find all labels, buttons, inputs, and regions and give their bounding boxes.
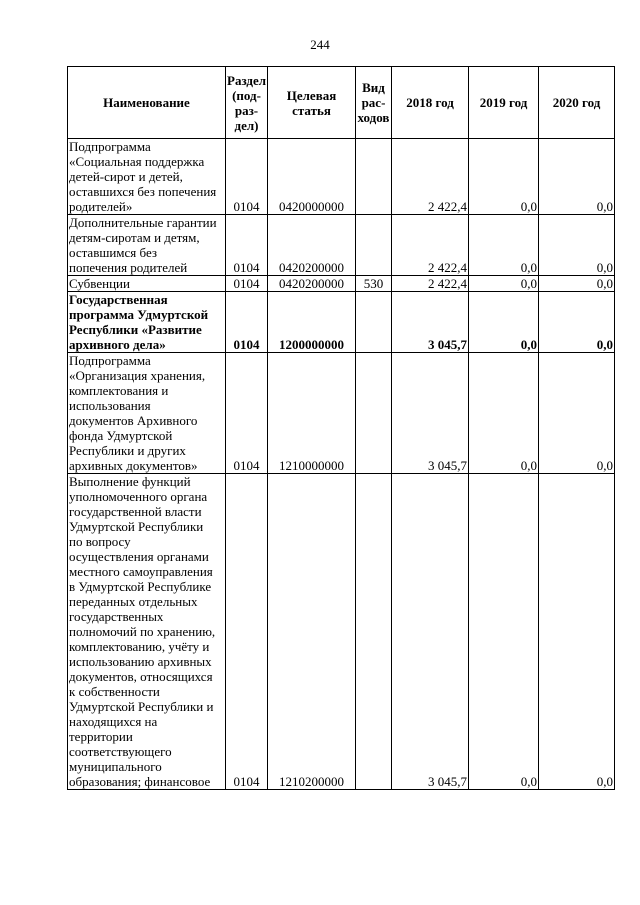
table-row bbox=[68, 139, 615, 215]
header-section: Раздел (под- раз- дел) bbox=[226, 67, 268, 139]
row-section: 0104 bbox=[226, 139, 268, 215]
row-name: Дополнительные гарантии детям-сиротам и детям, оставшимся без попечения родителей bbox=[68, 215, 226, 276]
row-name: Подпрограмма «Организация хранения, комплектования и использования документов Архивного фонда Удмуртской Республики и других архивных документов» bbox=[68, 353, 226, 474]
row-2019: 0,0 bbox=[469, 215, 539, 276]
row-target: 1210000000 bbox=[268, 353, 356, 474]
header-target: Целевая статья bbox=[268, 67, 356, 139]
row-2018: 3 045,7 bbox=[392, 474, 469, 790]
row-2018: 2 422,4 bbox=[392, 139, 469, 215]
row-target: 0420000000 bbox=[268, 139, 356, 215]
row-2020: 0,0 bbox=[539, 276, 615, 292]
row-section: 0104 bbox=[226, 474, 268, 790]
row-2020: 0,0 bbox=[539, 292, 615, 353]
row-type bbox=[356, 474, 392, 790]
row-type: 530 bbox=[356, 276, 392, 292]
row-target: 0420200000 bbox=[268, 215, 356, 276]
header-2018: 2018 год bbox=[392, 67, 469, 139]
row-2018: 3 045,7 bbox=[392, 292, 469, 353]
row-name: Субвенции bbox=[68, 276, 226, 292]
header-type: Вид рас- ходов bbox=[356, 67, 392, 139]
row-target: 0420200000 bbox=[268, 276, 356, 292]
header-2020: 2020 год bbox=[539, 67, 615, 139]
budget-table bbox=[67, 66, 615, 790]
row-2020: 0,0 bbox=[539, 139, 615, 215]
row-2018: 2 422,4 bbox=[392, 215, 469, 276]
row-type bbox=[356, 292, 392, 353]
table-row bbox=[68, 215, 615, 276]
row-2019: 0,0 bbox=[469, 139, 539, 215]
row-2020: 0,0 bbox=[539, 474, 615, 790]
row-2020: 0,0 bbox=[539, 215, 615, 276]
row-type bbox=[356, 353, 392, 474]
row-section: 0104 bbox=[226, 215, 268, 276]
row-type bbox=[356, 139, 392, 215]
header-row bbox=[68, 67, 615, 139]
row-2018: 3 045,7 bbox=[392, 353, 469, 474]
table-row bbox=[68, 474, 615, 790]
table-row bbox=[68, 292, 615, 353]
row-target: 1200000000 bbox=[268, 292, 356, 353]
page-number: 244 bbox=[310, 37, 330, 52]
row-name: Выполнение функций уполномоченного органа государственной власти Удмуртской Республики по вопросу осуществления органами местного самоуправления в Удмуртской Республике переданных отдельных государственных полномочий по хранению, комплектованию, учёту и использованию архивных документов, относящихся к собственности Удмуртской Республики и находящихся на территории соответствующего муниципального образования; финансовое bbox=[68, 474, 226, 790]
header-2019: 2019 год bbox=[469, 67, 539, 139]
header-name: Наименование bbox=[68, 67, 226, 139]
row-2019: 0,0 bbox=[469, 353, 539, 474]
row-section: 0104 bbox=[226, 353, 268, 474]
row-2019: 0,0 bbox=[469, 292, 539, 353]
row-section: 0104 bbox=[226, 276, 268, 292]
row-name: Подпрограмма «Социальная поддержка детей-сирот и детей, оставшихся без попечения родителей» bbox=[68, 139, 226, 215]
table-row bbox=[68, 353, 615, 474]
row-target: 1210200000 bbox=[268, 474, 356, 790]
row-2018: 2 422,4 bbox=[392, 276, 469, 292]
row-section: 0104 bbox=[226, 292, 268, 353]
table-row bbox=[68, 276, 615, 292]
row-name: Государственная программа Удмуртской Республики «Развитие архивного дела» bbox=[68, 292, 226, 353]
row-type bbox=[356, 215, 392, 276]
row-2019: 0,0 bbox=[469, 474, 539, 790]
row-2020: 0,0 bbox=[539, 353, 615, 474]
row-2019: 0,0 bbox=[469, 276, 539, 292]
